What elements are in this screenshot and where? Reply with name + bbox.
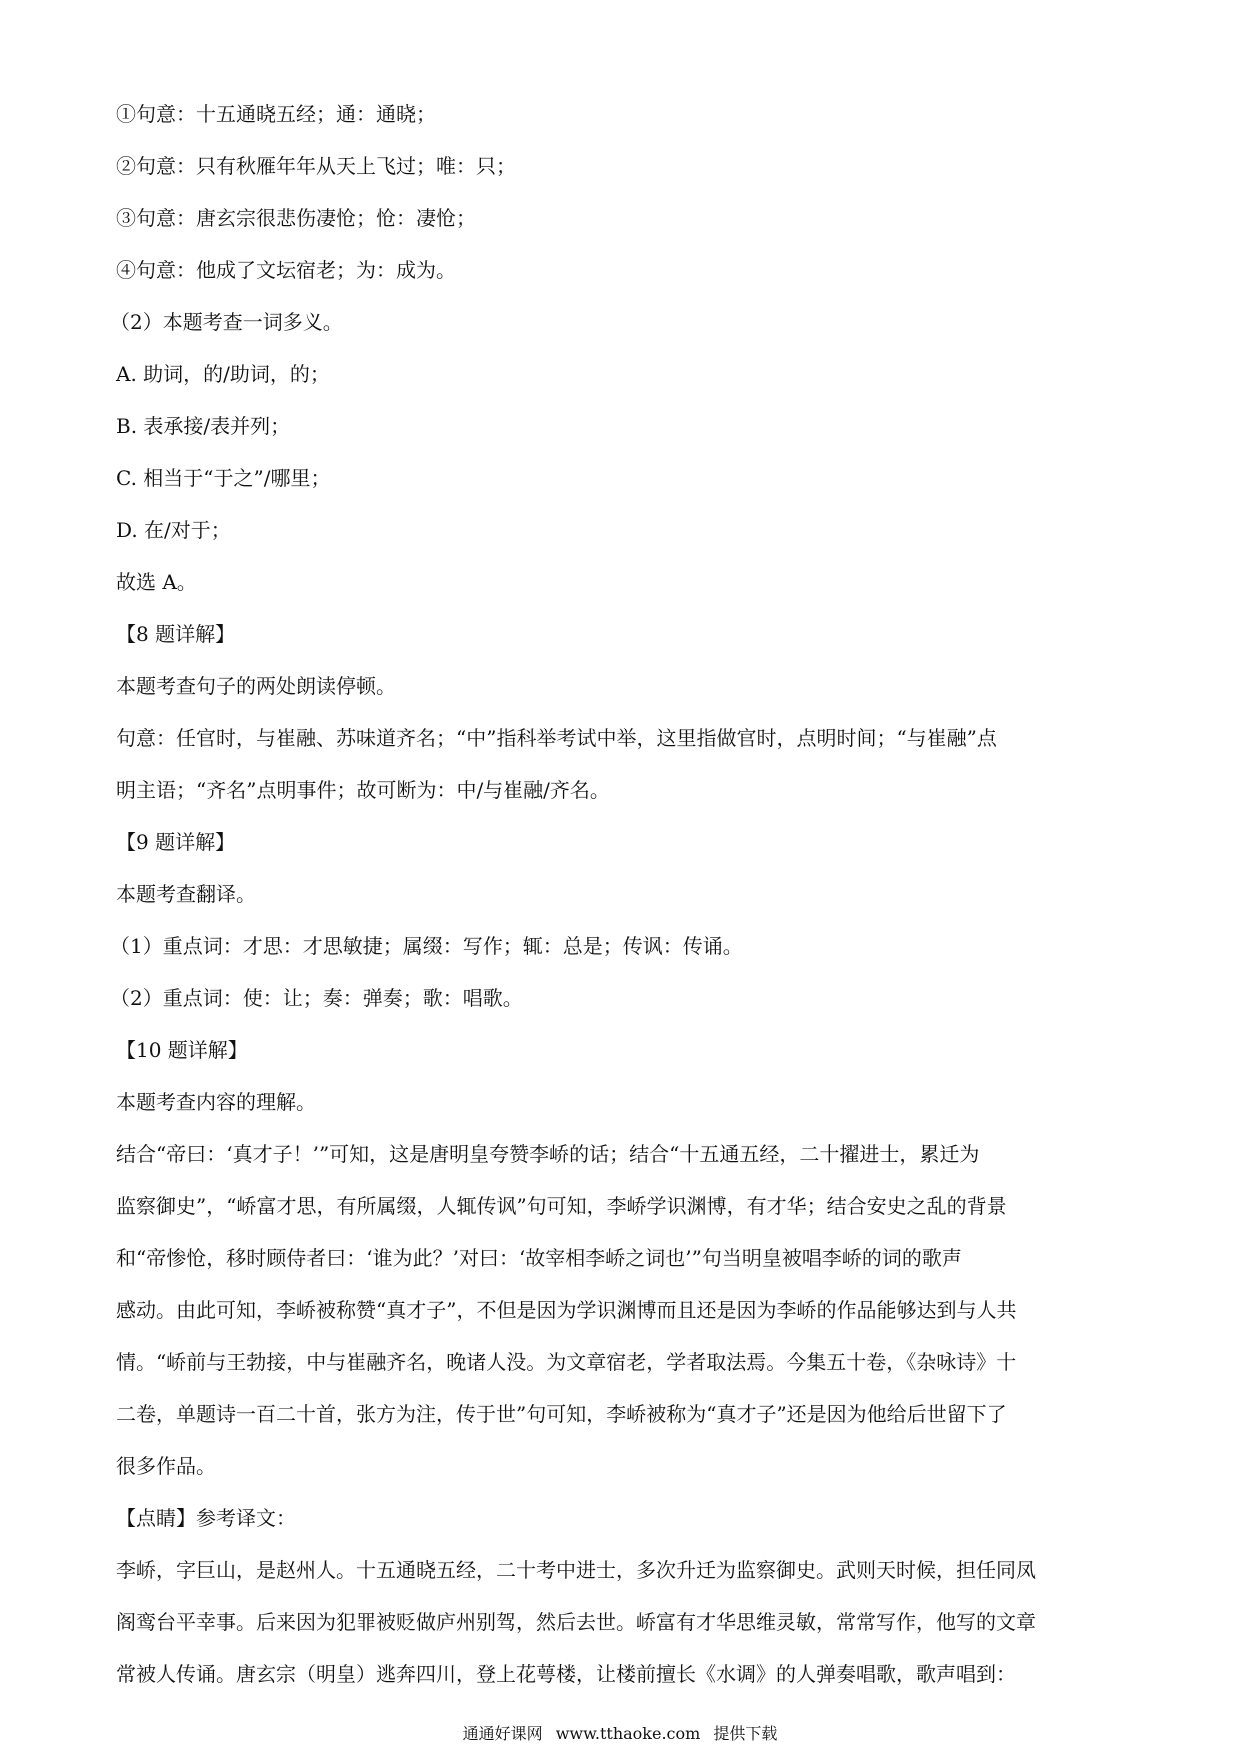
paragraph-10	[116, 1140, 1124, 1480]
paragraph-row: 常被人传诵。唐玄宗（明皇）逃奔四川，登上花萼楼，让楼前擅长《水调》的人弹奏唱歌，歌声唱到：	[116, 1662, 1016, 1686]
option-a: A. 助词，的/助词，的；	[116, 362, 330, 386]
document-body	[110, 100, 1124, 1712]
paragraph-row: 感动。由此可知，李峤被称赞“真才子”，不但是因为学识渊博而且还是因为李峤的作品能够达到与人共	[116, 1298, 1017, 1322]
paragraph-row: 明主语；“齐名”点明事件；故可断为：中/与崔融/齐名。	[116, 778, 610, 802]
text-line: （1）重点词：才思：才思敏捷；属缀：写作；辄：总是；传讽：传诵。	[110, 934, 743, 958]
footer-site-name: 通通好课网	[462, 1724, 543, 1743]
section-heading-10: 【10 题详解】	[116, 1038, 248, 1062]
paragraph-row: 很多作品。	[116, 1454, 216, 1478]
paragraph-row: 和“帝惨怆，移时顾侍者曰：‘谁为此？’对曰：‘故宰相李峤之词也’”句当明皇被唱李峤的词的歌声	[116, 1246, 962, 1270]
text-line: 本题考查翻译。	[116, 882, 256, 906]
footer-site-url[interactable]: www.tthaoke.com	[555, 1724, 701, 1743]
text-line: ③句意：唐玄宗很悲伤凄怆；怆：凄怆；	[116, 206, 476, 230]
paragraph-translation	[116, 1556, 1124, 1688]
paragraph-row: 监察御史”，“峤富才思，有所属缀，人辄传讽”句可知，李峤学识渊博，有才华；结合安史之乱的背景	[116, 1194, 1007, 1218]
section-heading-8: 【8 题详解】	[116, 622, 236, 646]
paragraph-8	[116, 724, 1124, 804]
text-line: ④句意：他成了文坛宿老；为：成为。	[116, 258, 456, 282]
text-line: （2）重点词：使：让；奏：弹奏；歌：唱歌。	[110, 986, 523, 1010]
section-heading-dianjing: 【点睛】参考译文：	[116, 1506, 296, 1530]
paragraph-row: 结合“帝曰：‘真才子！’”可知，这是唐明皇夸赞李峤的话；结合“十五通五经，二十擢进士，累迁为	[116, 1142, 980, 1166]
paragraph-row: 阁鸾台平幸事。后来因为犯罪被贬做庐州别驾，然后去世。峤富有才华思维灵敏，常常写作，他写的文章	[116, 1610, 1036, 1634]
paragraph-row: 情。“峤前与王勃接，中与崔融齐名，晚诸人没。为文章宿老，学者取法焉。今集五十卷，《杂咏诗》十	[116, 1350, 1017, 1374]
footer-suffix: 提供下载	[713, 1724, 778, 1743]
paragraph-row: 二卷，单题诗一百二十首，张方为注，传于世”句可知，李峤被称为“真才子”还是因为他给后世留下了	[116, 1402, 1007, 1426]
section-heading-9: 【9 题详解】	[116, 830, 236, 854]
paragraph-row: 李峤，字巨山，是赵州人。十五通晓五经，二十考中进士，多次升迁为监察御史。武则天时候，担任同凤	[116, 1558, 1036, 1582]
text-line: ②句意：只有秋雁年年从天上飞过；唯：只；	[116, 154, 516, 178]
text-line: ①句意：十五通晓五经；通：通晓；	[116, 102, 436, 126]
option-b: B. 表承接/表并列；	[116, 414, 291, 438]
option-d: D. 在/对于；	[116, 518, 231, 542]
answer-line: 故选 A。	[116, 570, 197, 594]
text-line: （2）本题考查一词多义。	[110, 310, 343, 334]
text-line: 本题考查句子的两处朗读停顿。	[116, 674, 396, 698]
text-line: 本题考查内容的理解。	[116, 1090, 316, 1114]
paragraph-row: 句意：任官时，与崔融、苏味道齐名；“中”指科举考试中举，这里指做官时，点明时间；“与崔融”点	[116, 726, 997, 750]
page-footer	[0, 1724, 1240, 1744]
option-c: C. 相当于“于之”/哪里；	[116, 466, 331, 490]
